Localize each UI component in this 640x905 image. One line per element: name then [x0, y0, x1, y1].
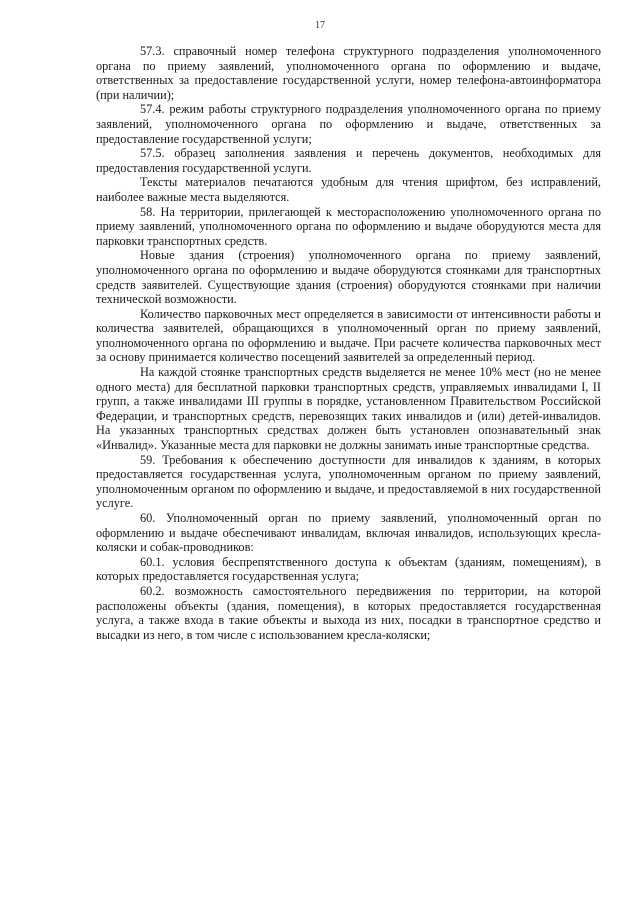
paragraph-57-3: 57.3. справочный номер телефона структурного подразделения уполномоченного органа по приему заявлений, уполномоченного органа по оформлению и выдаче, ответственных за предоставление государственной услуги, номер телефона-автоинформатора (при наличии);: [96, 44, 601, 102]
paragraph-57-5: 57.5. образец заполнения заявления и перечень документов, необходимых для предоставления государственной услуги.: [96, 146, 601, 175]
paragraph-disabled-parking: На каждой стоянке транспортных средств выделяется не менее 10% мест (но не менее одного места) для бесплатной парковки транспортных средств, управляемых инвалидами I, II групп, а также инвалидами III группы в порядке, установленном Правительством Российской Федерации, и транспортных средств, перевозящих таких инвалидов и (или) детей-инвалидов. На указанных транспортных средствах должен быть установлен опознавательный знак «Инвалид». Указанные места для парковки не должны занимать иные транспортные средства.: [96, 365, 601, 453]
paragraph-60-1: 60.1. условия беспрепятственного доступа к объектам (зданиям, помещениям), в которых предоставляется государственная услуга;: [96, 554, 601, 584]
paragraph-57-4: 57.4. режим работы структурного подразделения уполномоченного органа по приему заявлений, уполномоченного органа по оформлению и выдаче, ответственных за предоставление государственной услуги;: [96, 102, 601, 146]
page-number: 17: [315, 20, 325, 31]
body-text: [96, 44, 601, 642]
paragraph-58: 58. На территории, прилегающей к месторасположению уполномоченного органа по приему заявлений, уполномоченного органа по оформлению и выдаче оборудуются места для парковки транспортных средств.: [96, 204, 601, 248]
paragraph-new-buildings: Новые здания (строения) уполномоченного органа по приему заявлений, уполномоченного органа по оформлению и выдаче оборудуются стоянками для транспортных средств заявителей. Существующие здания (строения) оборудуются стоянками при наличии технической возможности.: [96, 248, 601, 307]
paragraph-60: 60. Уполномоченный орган по приему заявлений, уполномоченный орган по оформлению и выдаче обеспечивают инвалидам, включая инвалидов, использующих кресла-коляски и собак-проводников:: [96, 511, 601, 555]
paragraph-60-2: 60.2. возможность самостоятельного передвижения по территории, на которой расположены объекты (здания, помещения), в которых предоставляется государственная услуга, а также входа в такие объекты и выхода из них, посадки в транспортное средство и высадки из него, в том числе с использованием кресла-коляски;: [96, 583, 601, 642]
paragraph-parking-count: Количество парковочных мест определяется в зависимости от интенсивности работы и количества заявителей, обращающихся в уполномоченный орган по приему заявлений, уполномоченного органа по оформлению и выдаче. При расчете количества парковочных мест за основу принимается количество посещений заявителей за определенный период.: [96, 306, 601, 365]
paragraph-59: 59. Требования к обеспечению доступности для инвалидов к зданиям, в которых предоставляется государственная услуга, уполномоченным органом по приему заявлений, уполномоченным органом по оформлению и выдаче, и предоставляемой в них государственной услуге.: [96, 452, 601, 511]
paragraph-fonts-note: Тексты материалов печатаются удобным для чтения шрифтом, без исправлений, наиболее важные места выделяются.: [96, 175, 601, 204]
